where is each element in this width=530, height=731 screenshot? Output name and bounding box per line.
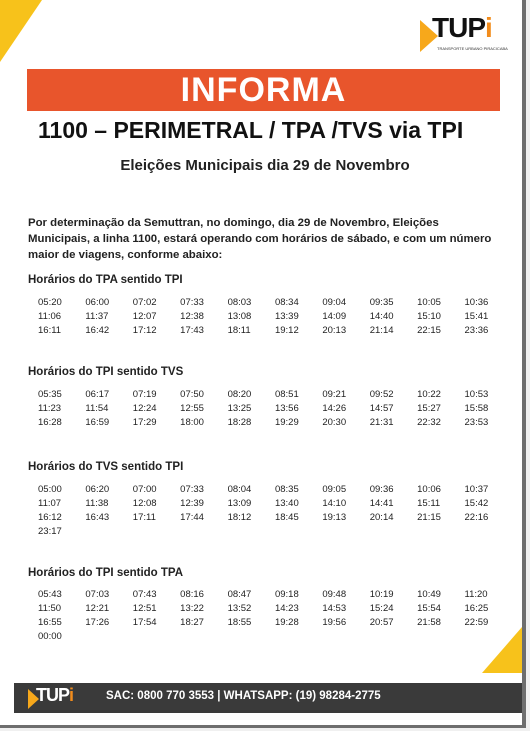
schedule-time: 07:03	[85, 589, 110, 600]
logo-word: TUP	[432, 12, 485, 43]
schedule-grid	[38, 588, 508, 644]
schedule-time: 18:27	[180, 617, 204, 628]
section-title: Horários do TPA sentido TPI	[28, 274, 183, 286]
schedule-time: 15:11	[417, 498, 441, 509]
schedule-time: 22:32	[417, 417, 441, 428]
schedule-time: 11:38	[85, 498, 109, 509]
schedule-time: 21:58	[417, 617, 441, 628]
schedule-time: 14:26	[322, 403, 347, 414]
schedule-time: 07:19	[132, 389, 157, 400]
schedule-time: 08:03	[227, 297, 252, 308]
schedule-time: 13:09	[227, 498, 252, 509]
schedule-time: 10:22	[417, 389, 441, 400]
schedule-time: 21:14	[369, 325, 394, 336]
schedule-time: 12:08	[132, 498, 157, 509]
schedule-time: 20:57	[369, 617, 394, 628]
schedule-time: 19:56	[322, 617, 347, 628]
schedule-time: 14:09	[322, 311, 347, 322]
schedule-time: 11:23	[38, 403, 62, 414]
logo-word-accent: i	[485, 12, 492, 43]
schedule-time: 16:55	[38, 617, 62, 628]
schedule-time: 13:25	[227, 403, 252, 414]
schedule-time: 06:00	[85, 297, 110, 308]
schedule-time: 10:53	[464, 389, 489, 400]
schedule-time: 09:21	[322, 389, 347, 400]
schedule-time: 14:10	[322, 498, 347, 509]
schedule-time: 16:42	[85, 325, 110, 336]
schedule-time: 12:39	[180, 498, 204, 509]
schedule-time: 18:55	[227, 617, 252, 628]
intro-paragraph: Por determinação da Semuttran, no domingo, dia 29 de Novembro, Eleições Municipais, a linha 1100, estará operando com horários de sábado, e com um número maior de viagens, conforme abaixo:	[28, 217, 492, 261]
schedule-time: 13:40	[274, 498, 299, 509]
schedule-time: 12:38	[180, 311, 204, 322]
corner-decoration-top-left	[0, 0, 42, 62]
schedule-time: 09:48	[322, 589, 347, 600]
schedule-time: 18:11	[227, 325, 251, 336]
schedule-time: 07:02	[132, 297, 157, 308]
schedule-time: 05:35	[38, 389, 62, 400]
schedule-time: 11:37	[85, 311, 109, 322]
schedule-time: 12:21	[85, 603, 110, 614]
schedule-time: 08:16	[180, 589, 204, 600]
schedule-time: 16:11	[38, 325, 62, 336]
schedule-time: 06:20	[85, 484, 110, 495]
schedule-time: 17:44	[180, 512, 204, 523]
schedule-time: 17:12	[132, 325, 157, 336]
schedule-time: 09:36	[369, 484, 394, 495]
schedule-time: 19:12	[274, 325, 299, 336]
informa-banner: INFORMA	[27, 69, 500, 111]
schedule-time: 14:41	[369, 498, 394, 509]
schedule-time: 16:12	[38, 512, 62, 523]
schedule-time: 12:51	[132, 603, 157, 614]
schedule-time: 17:43	[180, 325, 204, 336]
schedule-time: 18:45	[274, 512, 299, 523]
schedule-time: 07:43	[132, 589, 157, 600]
schedule-time: 22:15	[417, 325, 441, 336]
schedule-time: 11:07	[38, 498, 62, 509]
schedule-time: 15:41	[464, 311, 489, 322]
schedule-time: 15:42	[464, 498, 489, 509]
schedule-time: 13:39	[274, 311, 299, 322]
schedule-time: 14:40	[369, 311, 394, 322]
footer-bar	[14, 683, 522, 713]
schedule-time: 09:04	[322, 297, 347, 308]
schedule-time: 19:13	[322, 512, 347, 523]
schedule-time: 09:05	[322, 484, 347, 495]
schedule-time: 09:52	[369, 389, 394, 400]
schedule-time: 07:50	[180, 389, 204, 400]
schedule-time: 10:37	[464, 484, 489, 495]
schedule-time: 22:16	[464, 512, 489, 523]
schedule-time: 16:25	[464, 603, 489, 614]
schedule-time: 09:35	[369, 297, 394, 308]
schedule-time: 22:59	[464, 617, 489, 628]
schedule-time: 08:51	[274, 389, 299, 400]
schedule-time: 09:18	[274, 589, 299, 600]
schedule-time: 13:08	[227, 311, 252, 322]
schedule-time: 21:15	[417, 512, 441, 523]
section-title: Horários do TPI sentido TPA	[28, 567, 184, 579]
schedule-time: 08:04	[227, 484, 252, 495]
schedule-time: 15:27	[417, 403, 441, 414]
schedule-time: 13:56	[274, 403, 299, 414]
schedule-time: 18:12	[227, 512, 252, 523]
schedule-time: 17:11	[132, 512, 156, 523]
schedule-time: 15:54	[417, 603, 441, 614]
schedule-time: 11:50	[38, 603, 62, 614]
schedule-time: 15:58	[464, 403, 489, 414]
schedule-time: 08:20	[227, 389, 252, 400]
schedule-time: 08:34	[274, 297, 299, 308]
schedule-time: 05:00	[38, 484, 62, 495]
schedule-time: 10:36	[464, 297, 489, 308]
schedule-time: 14:53	[322, 603, 347, 614]
schedule-time: 14:57	[369, 403, 394, 414]
schedule-time: 11:54	[85, 403, 109, 414]
schedule-time: 13:52	[227, 603, 252, 614]
footer-logo	[28, 685, 90, 711]
footer-logo-word: TUP	[36, 685, 69, 705]
schedule-time: 19:28	[274, 617, 299, 628]
schedule-time: 17:26	[85, 617, 110, 628]
schedule-time: 21:31	[369, 417, 394, 428]
schedule-time: 07:00	[132, 484, 157, 495]
schedule-time: 23:36	[464, 325, 489, 336]
schedule-time: 10:05	[417, 297, 441, 308]
schedule-time: 11:06	[38, 311, 62, 322]
schedule-time: 13:22	[180, 603, 204, 614]
schedule-time: 00:00	[38, 631, 62, 642]
schedule-time: 20:13	[322, 325, 347, 336]
line-title: 1100 – PERIMETRAL / TPA /TVS via TPI	[38, 117, 464, 143]
schedule-time: 15:24	[369, 603, 394, 614]
schedule-time: 14:23	[274, 603, 299, 614]
footer-logo-word-accent: i	[69, 685, 74, 705]
schedule-time: 08:35	[274, 484, 299, 495]
schedule-time: 20:30	[322, 417, 347, 428]
tupi-logo	[420, 12, 508, 58]
schedule-time: 10:49	[417, 589, 441, 600]
logo-tagline: TRANSPORTE URBANO PIRACICABA	[437, 46, 508, 51]
schedule-time: 11:20	[464, 589, 488, 600]
section-title: Horários do TPI sentido TVS	[28, 366, 184, 378]
schedule-grid	[38, 388, 508, 430]
schedule-time: 07:33	[180, 484, 204, 495]
footer-contact: SAC: 0800 770 3553 | WHATSAPP: (19) 98284-2775	[106, 690, 381, 702]
subtitle: Eleições Municipais dia 29 de Novembro	[120, 157, 410, 174]
schedule-time: 12:24	[132, 403, 157, 414]
schedule-time: 23:17	[38, 526, 62, 537]
schedule-time: 07:33	[180, 297, 204, 308]
schedule-time: 12:07	[132, 311, 157, 322]
schedule-time: 16:59	[85, 417, 110, 428]
section-title: Horários do TVS sentido TPI	[28, 461, 184, 473]
schedule-time: 08:47	[227, 589, 252, 600]
schedule-time: 23:53	[464, 417, 489, 428]
schedule-time: 19:29	[274, 417, 299, 428]
schedule-time: 10:19	[369, 589, 394, 600]
schedule-time: 15:10	[417, 311, 441, 322]
schedule-time: 20:14	[369, 512, 394, 523]
schedule-time: 10:06	[417, 484, 441, 495]
schedule-time: 18:28	[227, 417, 252, 428]
schedule-grid	[38, 483, 508, 539]
schedule-time: 06:17	[85, 389, 110, 400]
schedule-time: 17:54	[132, 617, 157, 628]
schedule-time: 16:28	[38, 417, 62, 428]
schedule-time: 18:00	[180, 417, 204, 428]
schedule-time: 05:43	[38, 589, 62, 600]
schedule-time: 12:55	[180, 403, 204, 414]
schedule-time: 05:20	[38, 297, 62, 308]
schedule-grid	[38, 296, 508, 338]
schedule-time: 17:29	[132, 417, 157, 428]
schedule-time: 16:43	[85, 512, 110, 523]
